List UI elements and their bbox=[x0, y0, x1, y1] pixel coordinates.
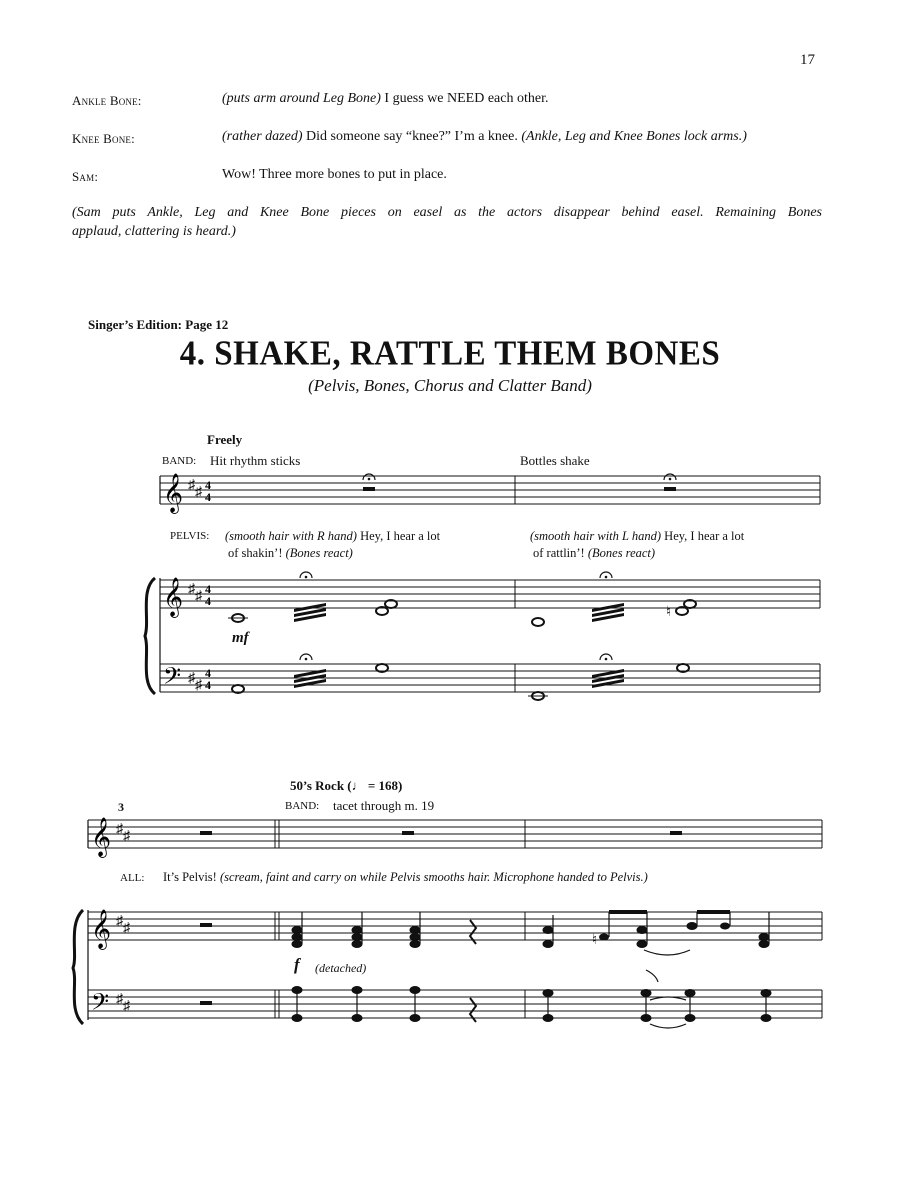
tempo-freely: Freely bbox=[207, 432, 243, 447]
speaker-sam: Sam: bbox=[72, 169, 99, 184]
pelvis-lyric: Hey, I hear a lot bbox=[360, 529, 441, 543]
band-cue-bottles: Bottles shake bbox=[520, 453, 590, 468]
svg-text:4: 4 bbox=[205, 666, 211, 680]
svg-text:♯: ♯ bbox=[116, 914, 123, 929]
pelvis-label: PELVIS: bbox=[170, 530, 210, 542]
svg-text:♯: ♯ bbox=[188, 478, 195, 493]
svg-text:4: 4 bbox=[205, 490, 211, 504]
band-label: BAND: bbox=[162, 455, 197, 467]
svg-text:𝄢: 𝄢 bbox=[91, 990, 110, 1021]
svg-text:♯: ♯ bbox=[123, 921, 130, 936]
svg-text:♮: ♮ bbox=[592, 933, 598, 948]
band-cue-rhythm-sticks: Hit rhythm sticks bbox=[210, 453, 301, 468]
band-cue-tacet: tacet through m. 19 bbox=[333, 798, 435, 813]
svg-text:♯: ♯ bbox=[116, 992, 123, 1007]
page-number: 17 bbox=[800, 52, 815, 68]
singers-edition-ref: Singer’s Edition: Page 12 bbox=[88, 317, 229, 332]
pelvis-direction: (Bones react) bbox=[285, 546, 353, 560]
speaker-ankle-bone: Ankle Bone: bbox=[72, 93, 142, 108]
svg-text:4: 4 bbox=[205, 478, 211, 492]
vocal-staff-system2 bbox=[88, 818, 822, 858]
stage-direction: (rather dazed) bbox=[222, 129, 303, 144]
pelvis-lyric: of rattlin’! bbox=[533, 546, 585, 560]
svg-text:♯: ♯ bbox=[188, 671, 195, 686]
svg-text:♯: ♯ bbox=[195, 485, 202, 500]
all-lyric: It’s Pelvis! bbox=[163, 870, 217, 884]
band-label-2: BAND: bbox=[285, 800, 320, 812]
svg-text:4: 4 bbox=[205, 582, 211, 596]
pelvis-direction: (smooth hair with L hand) bbox=[530, 529, 662, 543]
stage-direction: (puts arm around Leg Bone) bbox=[222, 91, 381, 106]
tempo-text: 50’s Rock ( bbox=[290, 778, 352, 793]
svg-text:♯: ♯ bbox=[195, 678, 202, 693]
svg-text:♮: ♮ bbox=[666, 605, 672, 620]
spoken-text: Wow! Three more bones to put in place. bbox=[222, 167, 447, 182]
speaker-knee-bone: Knee Bone: bbox=[72, 131, 135, 146]
song-title: 4. SHAKE, RATTLE THEM BONES bbox=[179, 335, 721, 373]
all-direction: (scream, faint and carry on while Pelvis smooths hair. Microphone handed to Pelvis.) bbox=[219, 870, 648, 884]
svg-text:♯: ♯ bbox=[188, 582, 195, 597]
all-label: ALL: bbox=[120, 872, 145, 884]
stage-direction-after: (Ankle, Leg and Knee Bones lock arms.) bbox=[521, 129, 747, 144]
stage-direction-line1: (Sam puts Ankle, Leg and Knee Bone pieces on easel as the actors disappear behind easel. Remaining Bones bbox=[72, 205, 822, 220]
svg-text:𝄞: 𝄞 bbox=[91, 911, 112, 948]
piano-bass-system2 bbox=[88, 970, 822, 1028]
svg-text:♯: ♯ bbox=[123, 999, 130, 1014]
tempo-mark: ♩ = 168) bbox=[351, 778, 403, 793]
articulation-detached: (detached) bbox=[315, 961, 367, 975]
svg-text:♯: ♯ bbox=[195, 589, 202, 604]
treble-clef-icon: 𝄞 bbox=[163, 475, 184, 512]
dynamic-mf: mf bbox=[232, 630, 249, 646]
svg-text:♯: ♯ bbox=[116, 822, 123, 837]
spoken-text: I guess we NEED each other. bbox=[384, 91, 549, 106]
svg-text:4: 4 bbox=[205, 594, 211, 608]
piano-treble-system1 bbox=[160, 572, 820, 626]
svg-text:𝄞: 𝄞 bbox=[163, 579, 184, 616]
stage-direction-line2: applaud, clattering is heard.) bbox=[72, 224, 236, 239]
dynamic-f: f bbox=[294, 955, 300, 974]
measure-number: 3 bbox=[118, 800, 124, 814]
spoken-text: Did someone say “knee?” I’m a knee. bbox=[306, 129, 518, 144]
song-subtitle: (Pelvis, Bones, Chorus and Clatter Band) bbox=[308, 376, 592, 395]
svg-text:4: 4 bbox=[205, 678, 211, 692]
svg-text:𝄢: 𝄢 bbox=[163, 664, 182, 695]
band-staff-system1 bbox=[160, 474, 820, 514]
piano-bass-system1 bbox=[160, 654, 820, 700]
piano-treble-system2 bbox=[88, 910, 822, 955]
svg-text:𝄞: 𝄞 bbox=[91, 819, 112, 856]
pelvis-lyric: Hey, I hear a lot bbox=[664, 529, 745, 543]
pelvis-direction: (smooth hair with R hand) bbox=[225, 529, 357, 543]
pelvis-lyric: of shakin’! bbox=[228, 546, 283, 560]
svg-text:♯: ♯ bbox=[123, 829, 130, 844]
pelvis-direction: (Bones react) bbox=[587, 546, 656, 560]
